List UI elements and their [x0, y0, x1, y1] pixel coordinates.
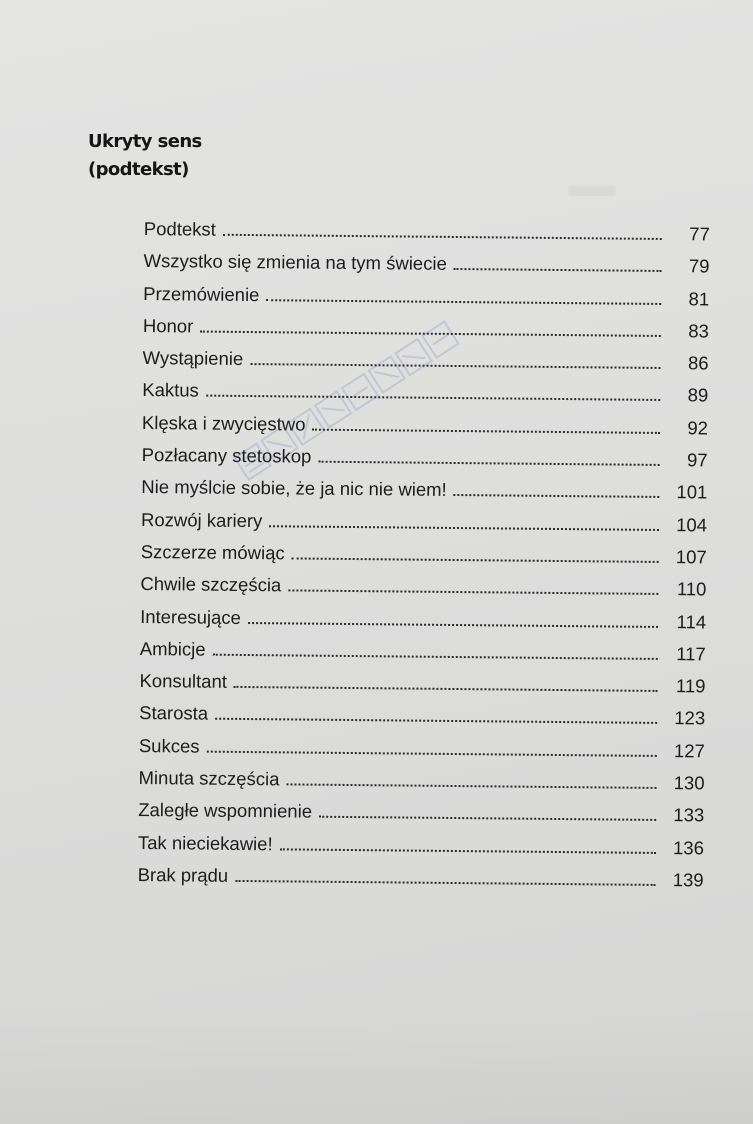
toc-entry-title: Tak nieciekawie!: [137, 831, 273, 854]
toc-entry-page-number: 83: [688, 320, 709, 342]
toc-entry-title: Zaległe wspomnienie: [138, 799, 313, 822]
toc-entry: [138, 762, 704, 800]
dot-leader: [292, 557, 659, 563]
toc-entry-page-number: 107: [675, 546, 707, 568]
dot-leader: [319, 816, 656, 821]
toc-entry-title: Ambicje: [139, 637, 206, 660]
toc-entry-page-number: 114: [676, 610, 707, 632]
toc-entry: [139, 697, 705, 735]
faint-print-mark: [568, 186, 616, 196]
dot-leader: [200, 330, 661, 336]
dot-leader: [312, 428, 660, 433]
toc-entry: [143, 278, 709, 316]
toc-entry: [138, 794, 704, 832]
toc-entry-page-number: 110: [676, 578, 707, 600]
toc-entry-title: Rozwój kariery: [140, 508, 263, 531]
dot-leader: [454, 268, 662, 272]
toc-entry: [143, 245, 709, 283]
toc-entry: [139, 665, 705, 703]
toc-entry-page-number: 139: [672, 869, 704, 891]
toc-entry-title: Sukces: [138, 734, 200, 757]
page-shadow: [0, 1004, 753, 1124]
toc-entry: [140, 601, 706, 639]
toc-entry: [140, 568, 706, 606]
toc-entry-title: Przemówienie: [143, 282, 260, 305]
toc-entry-title: Nie myślcie sobie, że ja nic nie wiem!: [141, 476, 447, 501]
toc-entry: [144, 213, 710, 251]
toc-entry-title: Pozłacany stetoskop: [141, 444, 312, 467]
toc-entry-page-number: 104: [676, 513, 708, 536]
section-heading: [88, 128, 202, 184]
toc-entry-page-number: 92: [687, 417, 709, 439]
toc-entry: [141, 471, 707, 509]
toc-entry-page-number: 123: [674, 707, 706, 729]
toc-entry-page-number: 119: [675, 675, 706, 697]
toc-entry: [142, 342, 708, 380]
dot-leader: [250, 363, 660, 369]
toc-entry-page-number: 89: [687, 384, 709, 406]
toc-entry: [138, 827, 704, 865]
toc-entry-title: Podtekst: [143, 217, 216, 240]
dot-leader: [269, 525, 659, 531]
toc-entry: [142, 374, 708, 412]
toc-entry-page-number: 101: [676, 481, 708, 503]
dot-leader: [234, 686, 658, 692]
dot-leader: [266, 299, 661, 305]
toc-entry-title: Brak prądu: [137, 863, 229, 886]
toc-entry-page-number: 136: [672, 836, 705, 859]
toc-entry: [141, 536, 707, 574]
toc-entry-page-number: 77: [689, 223, 710, 245]
dot-leader: [235, 880, 655, 886]
toc-entry-page-number: 86: [687, 352, 709, 374]
toc-entry-page-number: 81: [688, 287, 710, 310]
section-subtitle: (podtekst): [88, 159, 189, 180]
toc-entry-title: Minuta szczęścia: [138, 767, 280, 790]
toc-entry-title: Szczerze mówiąc: [140, 540, 285, 564]
toc-entry-page-number: 133: [673, 804, 705, 826]
toc-entry: [140, 633, 706, 671]
section-title: Ukryty sens: [88, 131, 202, 152]
toc-entry: [141, 504, 707, 542]
toc-entry-page-number: 127: [673, 739, 705, 762]
dot-leader: [286, 783, 656, 789]
toc-entry-title: Starosta: [139, 702, 209, 725]
dot-leader: [215, 718, 657, 724]
toc-entry-title: Klęska i zwycięstwo: [141, 411, 306, 435]
dot-leader: [288, 590, 658, 596]
dot-leader: [280, 848, 656, 854]
toc-entry: [137, 859, 703, 897]
toc-entry-page-number: 117: [676, 642, 706, 665]
dot-leader: [454, 494, 660, 498]
toc-entry-title: Kaktus: [142, 379, 199, 402]
toc-entry: [139, 730, 705, 768]
toc-entry-title: Interesujące: [140, 605, 242, 628]
toc-entry: [142, 407, 708, 445]
toc-entry-title: Chwile szczęścia: [140, 573, 282, 596]
toc-entry-title: Wystąpienie: [142, 347, 244, 370]
dot-leader: [206, 750, 656, 756]
toc-entry: [142, 439, 708, 477]
toc-entry-page-number: 97: [686, 449, 708, 471]
toc-entry-title: Wszystko się zmienia na tym świecie: [143, 250, 447, 275]
dot-leader: [318, 461, 659, 466]
toc-entry: [143, 310, 709, 348]
toc-entry-page-number: 130: [673, 772, 705, 794]
toc-entry-title: Konsultant: [139, 670, 228, 692]
toc-entry-page-number: 79: [688, 255, 710, 277]
dot-leader: [248, 622, 658, 628]
dot-leader: [213, 654, 658, 660]
dot-leader: [223, 234, 662, 240]
dot-leader: [206, 395, 660, 401]
table-of-contents: [137, 213, 709, 897]
toc-entry-title: Honor: [142, 314, 194, 337]
